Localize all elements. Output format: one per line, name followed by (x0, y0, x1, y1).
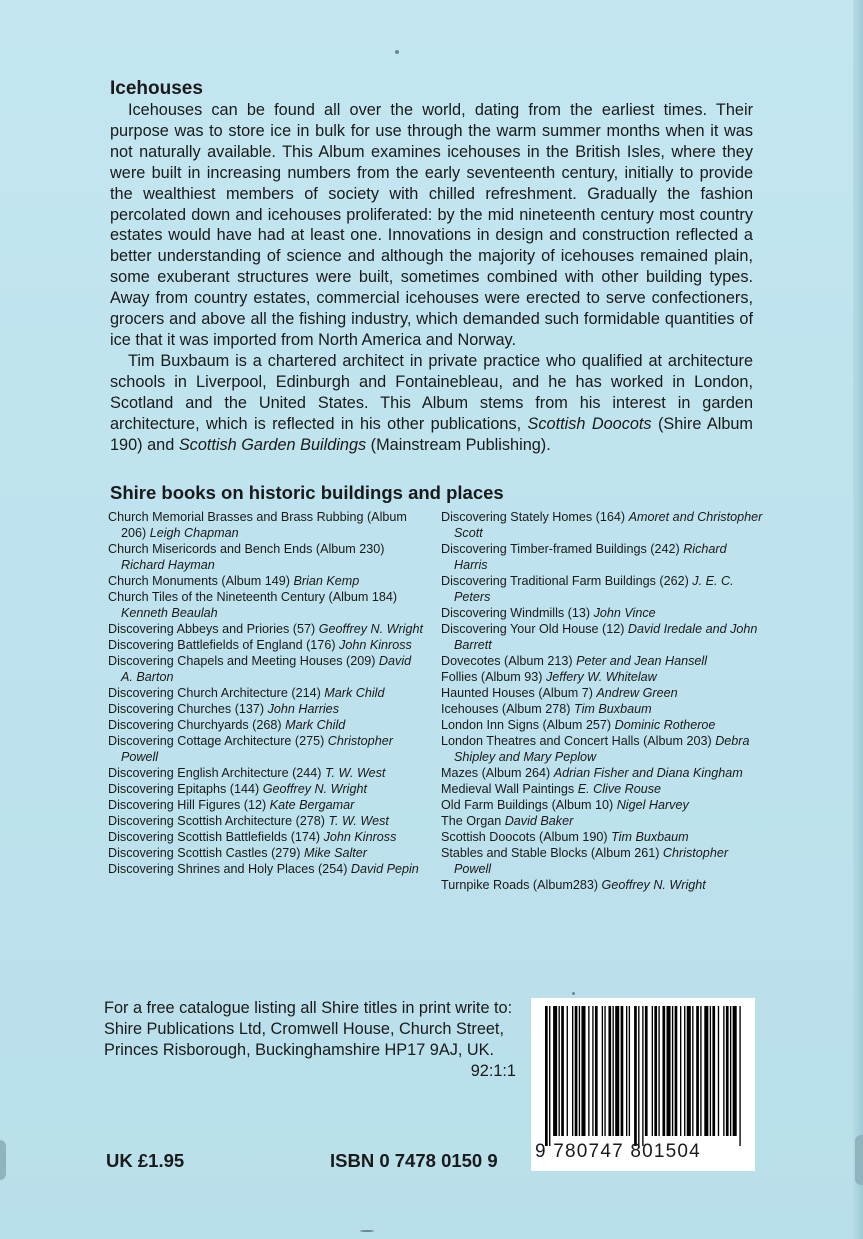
book-list-item-title: Church Tiles of the Nineteenth Century (Album 184) (108, 590, 398, 604)
paragraph-2-end: (Mainstream Publishing). (366, 435, 551, 454)
book-list-item-title: Stables and Stable Blocks (Album 261) (441, 846, 660, 860)
barcode-bar (579, 1006, 580, 1136)
book-list-item-author: J. E. C. Peters (454, 574, 734, 604)
book-list-item-title: Discovering Windmills (13) (441, 606, 591, 620)
book-list-item-title: Discovering Shrines and Holy Places (254) (108, 862, 348, 876)
book-list-item-title: Discovering Cottage Architecture (275) (108, 734, 325, 748)
isbn: ISBN 0 7478 0150 9 (330, 1150, 498, 1171)
barcode-bar (545, 1006, 548, 1146)
book-list-item-author: Richard Harris (454, 542, 727, 572)
print-code: 92:1:1 (470, 1062, 516, 1080)
book-list-item (108, 813, 426, 829)
book-heading: Icehouses (110, 78, 203, 99)
catalogue-notice (104, 998, 516, 1082)
book-list-item-title: Discovering Abbeys and Priories (57) (108, 622, 316, 636)
barcode-bar (680, 1006, 681, 1136)
barcode-bar (588, 1006, 589, 1136)
barcode-bar (710, 1006, 711, 1136)
book-list-item-title: Discovering Chapels and Meeting Houses (209) (108, 654, 376, 668)
catalogue-line-1: For a free catalogue listing all Shire titles in print write to: (104, 999, 513, 1017)
book-list-item-author: Leigh Chapman (149, 526, 239, 540)
book-list-item-author: E. Clive Rouse (577, 782, 662, 796)
book-list-item-title: Discovering Scottish Battlefields (174) (108, 830, 321, 844)
barcode-bar (592, 1006, 593, 1136)
paper-speck (395, 50, 399, 54)
barcode-bar (687, 1006, 691, 1136)
book-list-item (441, 797, 763, 813)
book-list-item (441, 541, 763, 573)
book-list-item-title: Discovering Scottish Castles (279) (108, 846, 301, 860)
book-list-item (108, 573, 426, 589)
paragraph-2-middle: (Shire Album 190) and (110, 414, 753, 454)
book-list-item-author: Jeffery W. Whitelaw (545, 670, 657, 684)
publisher-logo-edge-right (855, 1135, 863, 1185)
book-list-item (108, 541, 426, 573)
book-list-item-author: John Harries (267, 702, 339, 716)
barcode (531, 998, 755, 1171)
book-list-item-title: Discovering Churchyards (268) (108, 718, 282, 732)
book-list-item-title: Icehouses (Album 278) (441, 702, 571, 716)
book-list-item-author: David Baker (504, 814, 574, 828)
barcode-bar (712, 1006, 715, 1136)
book-list-item-title: Turnpike Roads (Album283) (441, 878, 599, 892)
barcode-bar (572, 1006, 573, 1136)
book-list-item (108, 765, 426, 781)
barcode-bar (675, 1006, 678, 1136)
book-list-item-title: Scottish Doocots (Album 190) (441, 830, 608, 844)
book-list-item (441, 509, 763, 541)
book-list-item (441, 877, 763, 893)
barcode-bar (613, 1006, 614, 1136)
book-list-item-title: London Theatres and Concert Halls (Album 203) (441, 734, 712, 748)
book-list-item-author: Nigel Harvey (616, 798, 689, 812)
book-list-item-author: Debra Shipley and Mary Peplow (454, 734, 750, 764)
barcode-bar (726, 1006, 729, 1136)
book-list-item (441, 733, 763, 765)
book-list-item-title: Dovecotes (Album 213) (441, 654, 573, 668)
cover-spine-edge (853, 0, 863, 1239)
barcode-bar (704, 1006, 708, 1136)
book-list-item-author: Mark Child (324, 686, 385, 700)
book-list-item (441, 669, 763, 685)
book-list-item-title: Discovering Churches (137) (108, 702, 265, 716)
barcode-bar (553, 1006, 557, 1136)
publisher-logo-edge-left (0, 1140, 6, 1180)
barcode-bar (595, 1006, 598, 1136)
paper-speck (572, 992, 575, 995)
paper-speck (360, 1230, 374, 1232)
book-list-item-author: Geoffrey N. Wright (601, 878, 706, 892)
barcode-bar (608, 1006, 611, 1136)
book-list-item (441, 829, 763, 845)
book-list-item (441, 845, 763, 877)
catalogue-line-3: Princes Risborough, Buckinghamshire HP17 9AJ, UK. (104, 1041, 495, 1059)
barcode-bar (667, 1006, 671, 1136)
barcode-bar (615, 1006, 619, 1136)
book-list-item (108, 685, 426, 701)
book-title-scottish-garden-buildings: Scottish Garden Buildings (178, 435, 367, 454)
book-list-item-title: Discovering Battlefields of England (176) (108, 638, 336, 652)
barcode-bar (626, 1006, 627, 1136)
paragraph-2-start: Tim Buxbaum is a chartered architect in private practice who qualified at architecture schools in Liverpool, Edinburgh and Fontainebleau, and he has worked in London, Scotland and the United States. This Album stems from his interest in garden architecture, which is reflected in his other publications, (110, 351, 753, 433)
barcode-bar (629, 1006, 630, 1136)
barcode-bar (654, 1006, 657, 1136)
barcode-bar (559, 1006, 560, 1136)
barcode-bar (730, 1006, 731, 1136)
barcode-bar (581, 1006, 585, 1136)
book-list-item-title: The Organ (441, 814, 502, 828)
book-list-right-column (441, 509, 763, 893)
book-list-item-author: John Kinross (323, 830, 397, 844)
barcode-bar (718, 1006, 719, 1136)
book-list-item (441, 701, 763, 717)
book-list-item (108, 509, 426, 541)
barcode-bar (638, 1006, 639, 1146)
book-list-item-title: London Inn Signs (Album 257) (441, 718, 612, 732)
book-list-item-author: John Kinross (339, 638, 412, 652)
book-list-item-author: Dominic Rotheroe (614, 718, 716, 732)
book-list-item-author: Richard Hayman (121, 558, 215, 572)
book-list-item-title: Mazes (Album 264) (441, 766, 551, 780)
barcode-bar (604, 1006, 605, 1136)
book-list-item (441, 717, 763, 733)
barcode-digits: 9 780747 801504 (535, 1141, 701, 1162)
book-list-item-author: David Iredale and John Barrett (454, 622, 758, 652)
book-list-item (108, 733, 426, 765)
barcode-bar (602, 1006, 603, 1136)
barcode-bar (696, 1006, 699, 1136)
barcode-bar (739, 1006, 740, 1146)
barcode-bar (658, 1006, 659, 1136)
book-list-item-author: Brian Kemp (293, 574, 360, 588)
book-list-item-title: Discovering Epitaphs (144) (108, 782, 260, 796)
book-list-item-author: Tim Buxbaum (611, 830, 689, 844)
book-list-item (108, 701, 426, 717)
book-list-item-author: John Vince (593, 606, 656, 620)
barcode-bar (684, 1006, 685, 1136)
description-paragraph-2 (110, 351, 753, 456)
barcode-bar (700, 1006, 701, 1136)
book-list-item-author: Peter and Jean Hansell (576, 654, 708, 668)
barcode-bar (642, 1006, 643, 1146)
book-list-item (441, 621, 763, 653)
book-list-item-author: Adrian Fisher and Diana Kingham (553, 766, 743, 780)
barcode-bar (733, 1006, 737, 1136)
book-list-item (108, 797, 426, 813)
book-list-item (108, 653, 426, 685)
book-list-item-author: Amoret and Christopher Scott (454, 510, 763, 540)
book-list-item-author: Geoffrey N. Wright (262, 782, 367, 796)
book-list-item-author: Geoffrey N. Wright (318, 622, 423, 636)
book-list-item (108, 589, 426, 621)
catalogue-line-2: Shire Publications Ltd, Cromwell House, Church Street, (104, 1020, 504, 1038)
book-list-item-title: Medieval Wall Paintings (441, 782, 575, 796)
barcode-bar (621, 1006, 624, 1136)
barcode-bar (567, 1006, 568, 1136)
barcode-bar (652, 1006, 653, 1136)
book-list-item (108, 829, 426, 845)
book-list-item-author: Christopher Powell (454, 846, 729, 876)
book-list-item-title: Church Memorial Brasses and Brass Rubbing (Album 206) (108, 510, 407, 540)
barcode-bar (672, 1006, 673, 1136)
book-list-item-title: Discovering Hill Figures (12) (108, 798, 267, 812)
book-list-item-title: Discovering Stately Homes (164) (441, 510, 626, 524)
book-list-item-author: David Pepin (350, 862, 419, 876)
book-list-item-title: Discovering Church Architecture (214) (108, 686, 321, 700)
barcode-bar (723, 1006, 724, 1136)
book-list-item-author: Tim Buxbaum (574, 702, 652, 716)
book-list-item-title: Discovering Timber-framed Buildings (242) (441, 542, 680, 556)
book-list-item-title: Church Misericords and Bench Ends (Album 230) (108, 542, 385, 556)
book-list-item (108, 621, 426, 637)
book-list-item-author: David A. Barton (121, 654, 412, 684)
book-list-item (108, 845, 426, 861)
book-list-item (441, 781, 763, 797)
book-list-item (441, 605, 763, 621)
book-list-item-title: Discovering Your Old House (12) (441, 622, 625, 636)
description-paragraph-1: Icehouses can be found all over the world, dating from the earliest times. Their purpose was to store ice in bulk for use through the warm summer months when it was not naturally available. This Album examines icehouses in the British Isles, where they were built in increasing numbers from the early seventeenth century, initially to provide the wealthiest members of society with chilled refreshment. Gradually the fashion percolated down and icehouses proliferated: by the mid nineteenth century most country estates would have had at least one. Innovations in design and construction reflected a better understanding of science and although the majority of icehouses remained plain, some exuberant structures were built, sometimes combined with other building types. Away from country estates, commercial icehouses were erected to serve confectioners, grocers and above all the fishing industry, which demanded such formidable quantities of ice that it was imported from North America and Norway. (110, 101, 753, 349)
book-list-item-title: Old Farm Buildings (Album 10) (441, 798, 614, 812)
book-list-item (108, 717, 426, 733)
book-list-item-title: Discovering Scottish Architecture (278) (108, 814, 325, 828)
book-list-item (108, 637, 426, 653)
barcode-bar (549, 1006, 550, 1146)
book-list-item-author: Kate Bergamar (269, 798, 355, 812)
book-list-item-author: Mark Child (285, 718, 346, 732)
related-books-heading: Shire books on historic buildings and places (110, 482, 504, 503)
book-list-item (108, 781, 426, 797)
barcode-bar (575, 1006, 578, 1136)
book-list-item (441, 573, 763, 605)
barcode-bar (561, 1006, 564, 1136)
book-title-scottish-doocots: Scottish Doocots (527, 414, 652, 433)
book-list-item-author: Kenneth Beaulah (121, 606, 218, 620)
price: UK £1.95 (106, 1150, 185, 1171)
book-list-item (441, 685, 763, 701)
book-list-item-author: Mike Salter (303, 846, 367, 860)
book-list-item-author: T. W. West (325, 766, 386, 780)
book-list-item (441, 765, 763, 781)
barcode-bar (645, 1006, 648, 1136)
barcode-bar (662, 1006, 665, 1136)
book-list-item-title: Church Monuments (Album 149) (108, 574, 290, 588)
book-list-item-author: Andrew Green (596, 686, 678, 700)
book-list-item-title: Discovering Traditional Farm Buildings (262) (441, 574, 689, 588)
barcode-bar (692, 1006, 693, 1136)
book-list-left-column (108, 509, 426, 877)
book-list-item-author: T. W. West (328, 814, 389, 828)
book-list-item (441, 813, 763, 829)
book-list-item-title: Discovering English Architecture (244) (108, 766, 322, 780)
book-list-item-author: Christopher Powell (121, 734, 393, 764)
book-list-item-title: Follies (Album 93) (441, 670, 543, 684)
barcode-bar (634, 1006, 637, 1146)
book-list-item (441, 653, 763, 669)
book-list-item (108, 861, 426, 877)
book-description (110, 100, 753, 455)
book-list-item-title: Haunted Houses (Album 7) (441, 686, 593, 700)
